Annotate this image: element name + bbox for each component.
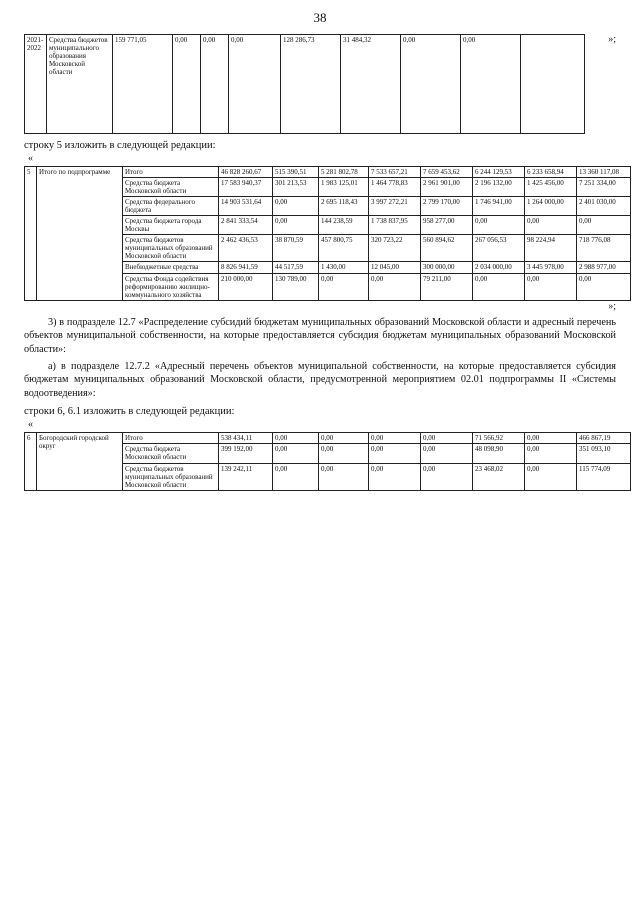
amount-cell: 0,00 — [319, 273, 369, 300]
amount-cell: 0,00 — [369, 273, 421, 300]
page-number: 38 — [313, 10, 327, 25]
amount-cell: 958 277,00 — [421, 216, 473, 235]
amount-cell: 351 093,10 — [577, 444, 631, 463]
amount-cell: 0,00 — [473, 216, 525, 235]
amount-cell: 466 867,19 — [577, 433, 631, 444]
amount-cell: 2 841 333,54 — [219, 216, 273, 235]
row5-table — [24, 166, 631, 301]
amount-cell: 130 789,00 — [273, 273, 319, 300]
table-row — [25, 167, 631, 178]
amount-cell: 1 425 456,00 — [525, 178, 577, 197]
amount-cell: 718 776,08 — [577, 235, 631, 262]
amount-cell: 6 233 658,94 — [525, 167, 577, 178]
opening-quote-mark: « — [28, 153, 33, 164]
amount-cell: 2 401 030,00 — [577, 197, 631, 216]
instruction-row5: строку 5 изложить в следующей редакции: — [24, 140, 216, 151]
amount-cell: 46 828 260,67 — [219, 167, 273, 178]
table-cell: 128 286,73 — [281, 35, 341, 134]
amount-cell: 13 360 117,08 — [577, 167, 631, 178]
table-cell: 0,00 — [401, 35, 461, 134]
table-cell: 0,00 — [229, 35, 281, 134]
funding-source-cell: Средства федерального бюджета — [123, 197, 219, 216]
top-table-block — [24, 34, 616, 134]
amount-cell: 3 997 272,21 — [369, 197, 421, 216]
amount-cell: 1 738 837,95 — [369, 216, 421, 235]
row-name-cell: Богородский городской округ — [37, 433, 123, 490]
row-number-cell: 6 — [25, 433, 37, 490]
amount-cell: 0,00 — [273, 463, 319, 490]
table-cell: 2021-2022 — [25, 35, 47, 134]
amount-cell: 7 251 334,00 — [577, 178, 631, 197]
table-row — [25, 35, 585, 134]
closing-quote-mark: »; — [608, 300, 616, 312]
amount-cell: 1 430,00 — [319, 262, 369, 273]
amount-cell: 23 468,02 — [473, 463, 525, 490]
instruction-rows6: строки 6, 6.1 изложить в следующей редакции: — [24, 406, 235, 418]
amount-cell: 2 462 436,53 — [219, 235, 273, 262]
amount-cell: 0,00 — [319, 444, 369, 463]
page-content — [24, 34, 619, 491]
amount-cell: 0,00 — [319, 433, 369, 444]
funding-source-cell: Средства бюджетов муниципальных образований Московской области — [123, 235, 219, 262]
amount-cell: 8 826 941,59 — [219, 262, 273, 273]
amount-cell: 48 098,90 — [473, 444, 525, 463]
amount-cell: 6 244 129,53 — [473, 167, 525, 178]
funding-source-cell: Итого — [123, 167, 219, 178]
amount-cell: 2 988 977,00 — [577, 262, 631, 273]
funding-source-cell: Средства бюджета Московской области — [123, 178, 219, 197]
amount-cell: 0,00 — [473, 273, 525, 300]
paragraph-3: 3) в подразделе 12.7 «Распределение субсидий бюджетам муниципальных образований Московской области и адресный перечень объектов муниципальной собственности, на которые предоставляется субсидия бюджетам муниципальных образований Московской области»: — [24, 316, 616, 355]
top-row-table — [24, 34, 585, 134]
funding-source-cell: Средства бюджета Московской области — [123, 444, 219, 463]
paragraph-3a: а) в подразделе 12.7.2 «Адресный перечень объектов муниципальной собственности, на которые предоставляется субсидия бюджетам муниципальных образований Московской области, предусмотренной мероприятием 02.01 подпрограммы II «Системы водоотведения»: — [24, 361, 616, 399]
amount-cell: 0,00 — [525, 433, 577, 444]
funding-source-cell: Внебюджетные средства — [123, 262, 219, 273]
amount-cell: 0,00 — [421, 444, 473, 463]
table-cell: Средства бюджетов муниципального образования Московской области — [47, 35, 113, 134]
amount-cell: 0,00 — [273, 216, 319, 235]
amount-cell: 7 533 657,21 — [369, 167, 421, 178]
amount-cell: 2 961 901,00 — [421, 178, 473, 197]
amount-cell: 0,00 — [577, 273, 631, 300]
amount-cell: 2 695 118,43 — [319, 197, 369, 216]
amount-cell: 0,00 — [273, 197, 319, 216]
amount-cell: 3 445 978,00 — [525, 262, 577, 273]
table-cell — [521, 35, 585, 134]
amount-cell: 301 213,53 — [273, 178, 319, 197]
table-cell: 0,00 — [173, 35, 201, 134]
amount-cell: 0,00 — [273, 444, 319, 463]
amount-cell: 0,00 — [525, 216, 577, 235]
amount-cell: 538 434,11 — [219, 433, 273, 444]
closing-quote-mark: »; — [608, 34, 616, 45]
amount-cell: 1 983 125,01 — [319, 178, 369, 197]
amount-cell: 1 464 778,83 — [369, 178, 421, 197]
opening-quote-mark: « — [28, 419, 33, 431]
table-row — [25, 433, 631, 444]
amount-cell: 267 056,53 — [473, 235, 525, 262]
amount-cell: 320 723,22 — [369, 235, 421, 262]
table-cell: 0,00 — [201, 35, 229, 134]
table-cell: 0,00 — [461, 35, 521, 134]
amount-cell: 210 000,00 — [219, 273, 273, 300]
amount-cell: 457 800,75 — [319, 235, 369, 262]
amount-cell: 1 746 941,00 — [473, 197, 525, 216]
amount-cell: 2 799 170,00 — [421, 197, 473, 216]
amount-cell: 560 894,62 — [421, 235, 473, 262]
funding-source-cell: Средства Фонда содействия реформированию жилищно-коммунального хозяйства — [123, 273, 219, 300]
funding-source-cell: Итого — [123, 433, 219, 444]
amount-cell: 0,00 — [369, 463, 421, 490]
amount-cell: 71 566,92 — [473, 433, 525, 444]
amount-cell: 0,00 — [577, 216, 631, 235]
amount-cell: 14 903 531,64 — [219, 197, 273, 216]
table-cell: 159 771,05 — [113, 35, 173, 134]
amount-cell: 139 242,11 — [219, 463, 273, 490]
amount-cell: 0,00 — [421, 433, 473, 444]
amount-cell: 115 774,09 — [577, 463, 631, 490]
amount-cell: 79 211,00 — [421, 273, 473, 300]
row-name-cell: Итого по подпрограмме — [37, 167, 123, 301]
row-number-cell: 5 — [25, 167, 37, 301]
amount-cell: 0,00 — [273, 433, 319, 444]
amount-cell: 0,00 — [525, 444, 577, 463]
funding-source-cell: Средства бюджетов муниципальных образований Московской области — [123, 463, 219, 490]
row6-table — [24, 432, 631, 490]
amount-cell: 515 390,51 — [273, 167, 319, 178]
amount-cell: 0,00 — [525, 273, 577, 300]
amount-cell: 144 238,59 — [319, 216, 369, 235]
amount-cell: 44 517,59 — [273, 262, 319, 273]
amount-cell: 0,00 — [369, 433, 421, 444]
amount-cell: 38 870,59 — [273, 235, 319, 262]
amount-cell: 5 281 802,78 — [319, 167, 369, 178]
amount-cell: 0,00 — [369, 444, 421, 463]
amount-cell: 0,00 — [525, 463, 577, 490]
table-cell: 31 484,32 — [341, 35, 401, 134]
amount-cell: 2 034 000,00 — [473, 262, 525, 273]
amount-cell: 12 045,00 — [369, 262, 421, 273]
amount-cell: 0,00 — [421, 463, 473, 490]
amount-cell: 2 196 132,00 — [473, 178, 525, 197]
amount-cell: 7 659 453,62 — [421, 167, 473, 178]
amount-cell: 0,00 — [319, 463, 369, 490]
amount-cell: 98 224,94 — [525, 235, 577, 262]
amount-cell: 1 264 000,00 — [525, 197, 577, 216]
amount-cell: 300 000,00 — [421, 262, 473, 273]
amount-cell: 17 583 940,37 — [219, 178, 273, 197]
amount-cell: 399 192,00 — [219, 444, 273, 463]
funding-source-cell: Средства бюджета города Москвы — [123, 216, 219, 235]
